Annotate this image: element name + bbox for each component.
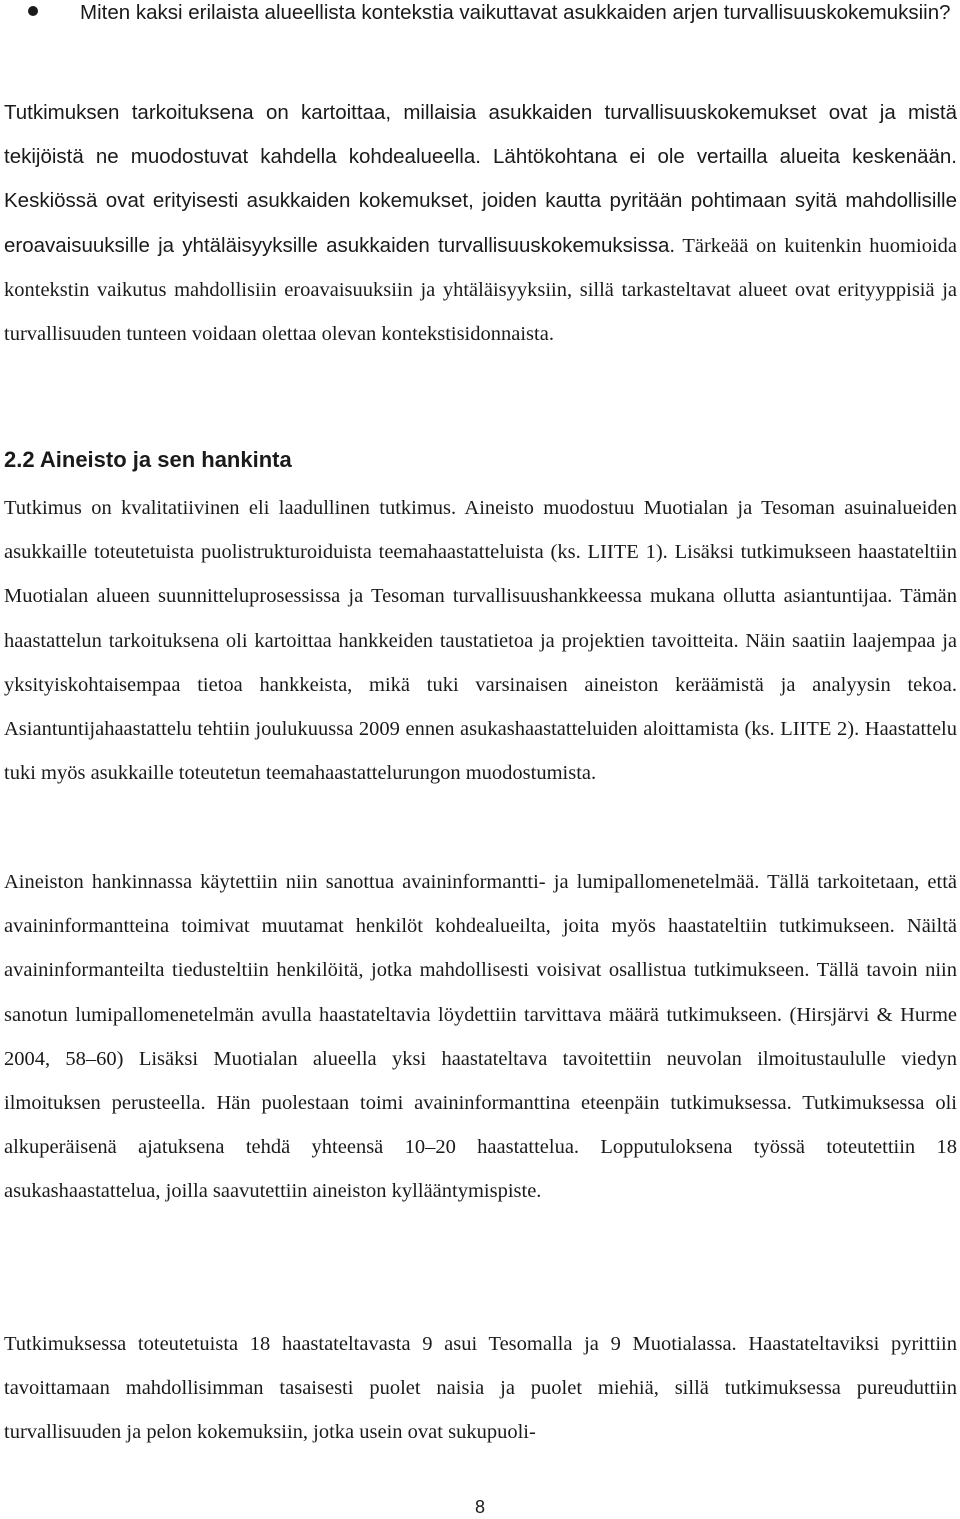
intro-paragraph [4,91,957,356]
page-number: 8 [474,1497,485,1517]
paragraph-1: Tutkimus on kvalitatiivinen eli laadullinen tutkimus. Aineisto muodostuu Muotialan ja Tesoman asuinalueiden asukkaille toteutetuista puolistrukturoiduista teemahaastatteluista (ks. LIITE 1). Lisäksi tutkimukseen haastateltiin Muotialan alueen suunnitteluprosessissa ja Tesoman turvallisuushankkeessa mukana ollutta asiantuntijaa. Tämän haastattelun tarkoituksena oli kartoittaa hankkeiden taustatietoa ja projektien tavoitteita. Näin saatiin laajempaa ja yksityiskohtaisempaa tietoa hankkeista, mikä tuki varsinaisen aineiston keräämistä ja analyysin tekoa. Asiantuntijahaastattelu tehtiin joulukuussa 2009 ennen asukashaastatteluiden aloittamista (ks. LIITE 2). Haastattelu tuki myös asukkaille toteutetun teemahaastattelurungon muodostumista. [4,497,957,785]
intro-paragraph-sans-part: Tutkimuksen tarkoituksena on kartoittaa, millaisia asukkaiden turvallisuuskokemukset ovat ja mistä tekijöistä ne muodostuvat kahdella kohdealueella. Lähtökohtana ei ole vertailla alueita keskenään. Keskiössä ovat erityisesti asukkaiden kokemukset, joiden kautta pyritään pohtimaan syitä mahdollisille eroavaisuuksille ja yhtäläisyyksille asukkaiden turvallisuuskokemuksissa. [4,101,957,257]
bullet-text: Miten kaksi erilaista alueellista kontekstia vaikuttavat asukkaiden arjen turvallisuuskokemuksiin? [80,1,951,24]
section-heading: 2.2 Aineisto ja sen hankinta [4,447,292,472]
bullet-icon [28,6,38,16]
paragraph-2: Aineiston hankinnassa käytettiin niin sanottua avaininformantti- ja lumipallomenetelmää. Tällä tarkoitetaan, että avaininformantteina toimivat muutamat henkilöt kohdealueilta, joita myös haastateltiin tutkimukseen. Näiltä avaininformanteilta tiedusteltiin henkilöitä, jotka mahdollisesti voisivat osallistua tutkimukseen. Tällä tavoin niin sanotun lumipallomenetelmän avulla haastateltavia löydettiin tarvittava määrä tutkimukseen. (Hirsjärvi & Hurme 2004, 58–60) Lisäksi Muotialan alueella yksi haastateltava tavoitettiin neuvolan ilmoitustaululle viedyn ilmoituksen perusteella. Hän puolestaan toimi avaininformanttina eteenpäin tutkimuksessa. Tutkimuksessa oli alkuperäisenä ajatuksena tehdä yhteensä 10–20 haastattelua. Lopputuloksena työssä toteutettiin 18 asukashaastattelua, joilla saavutettiin aineiston kyllääntymispiste. [4,871,957,1203]
intro-paragraph-serif-part: Tärkeää on kuitenkin huomioida kontekstin vaikutus mahdollisiin eroavaisuuksiin ja yhtäläisyyksiin, sillä tarkasteltavat alueet ovat erityyppisiä ja turvallisuuden tunteen voidaan olettaa olevan kontekstisidonnaista. [4,234,957,346]
paragraph-3: Tutkimuksessa toteutetuista 18 haastateltavasta 9 asui Tesomalla ja 9 Muotialassa. Haastateltaviksi pyrittiin tavoittamaan mahdollisimman tasaisesti puolet naisia ja puolet miehiä, sillä tutkimuksessa pureuduttiin turvallisuuden ja pelon kokemuksiin, jotka usein ovat sukupuoli- [4,1333,957,1444]
